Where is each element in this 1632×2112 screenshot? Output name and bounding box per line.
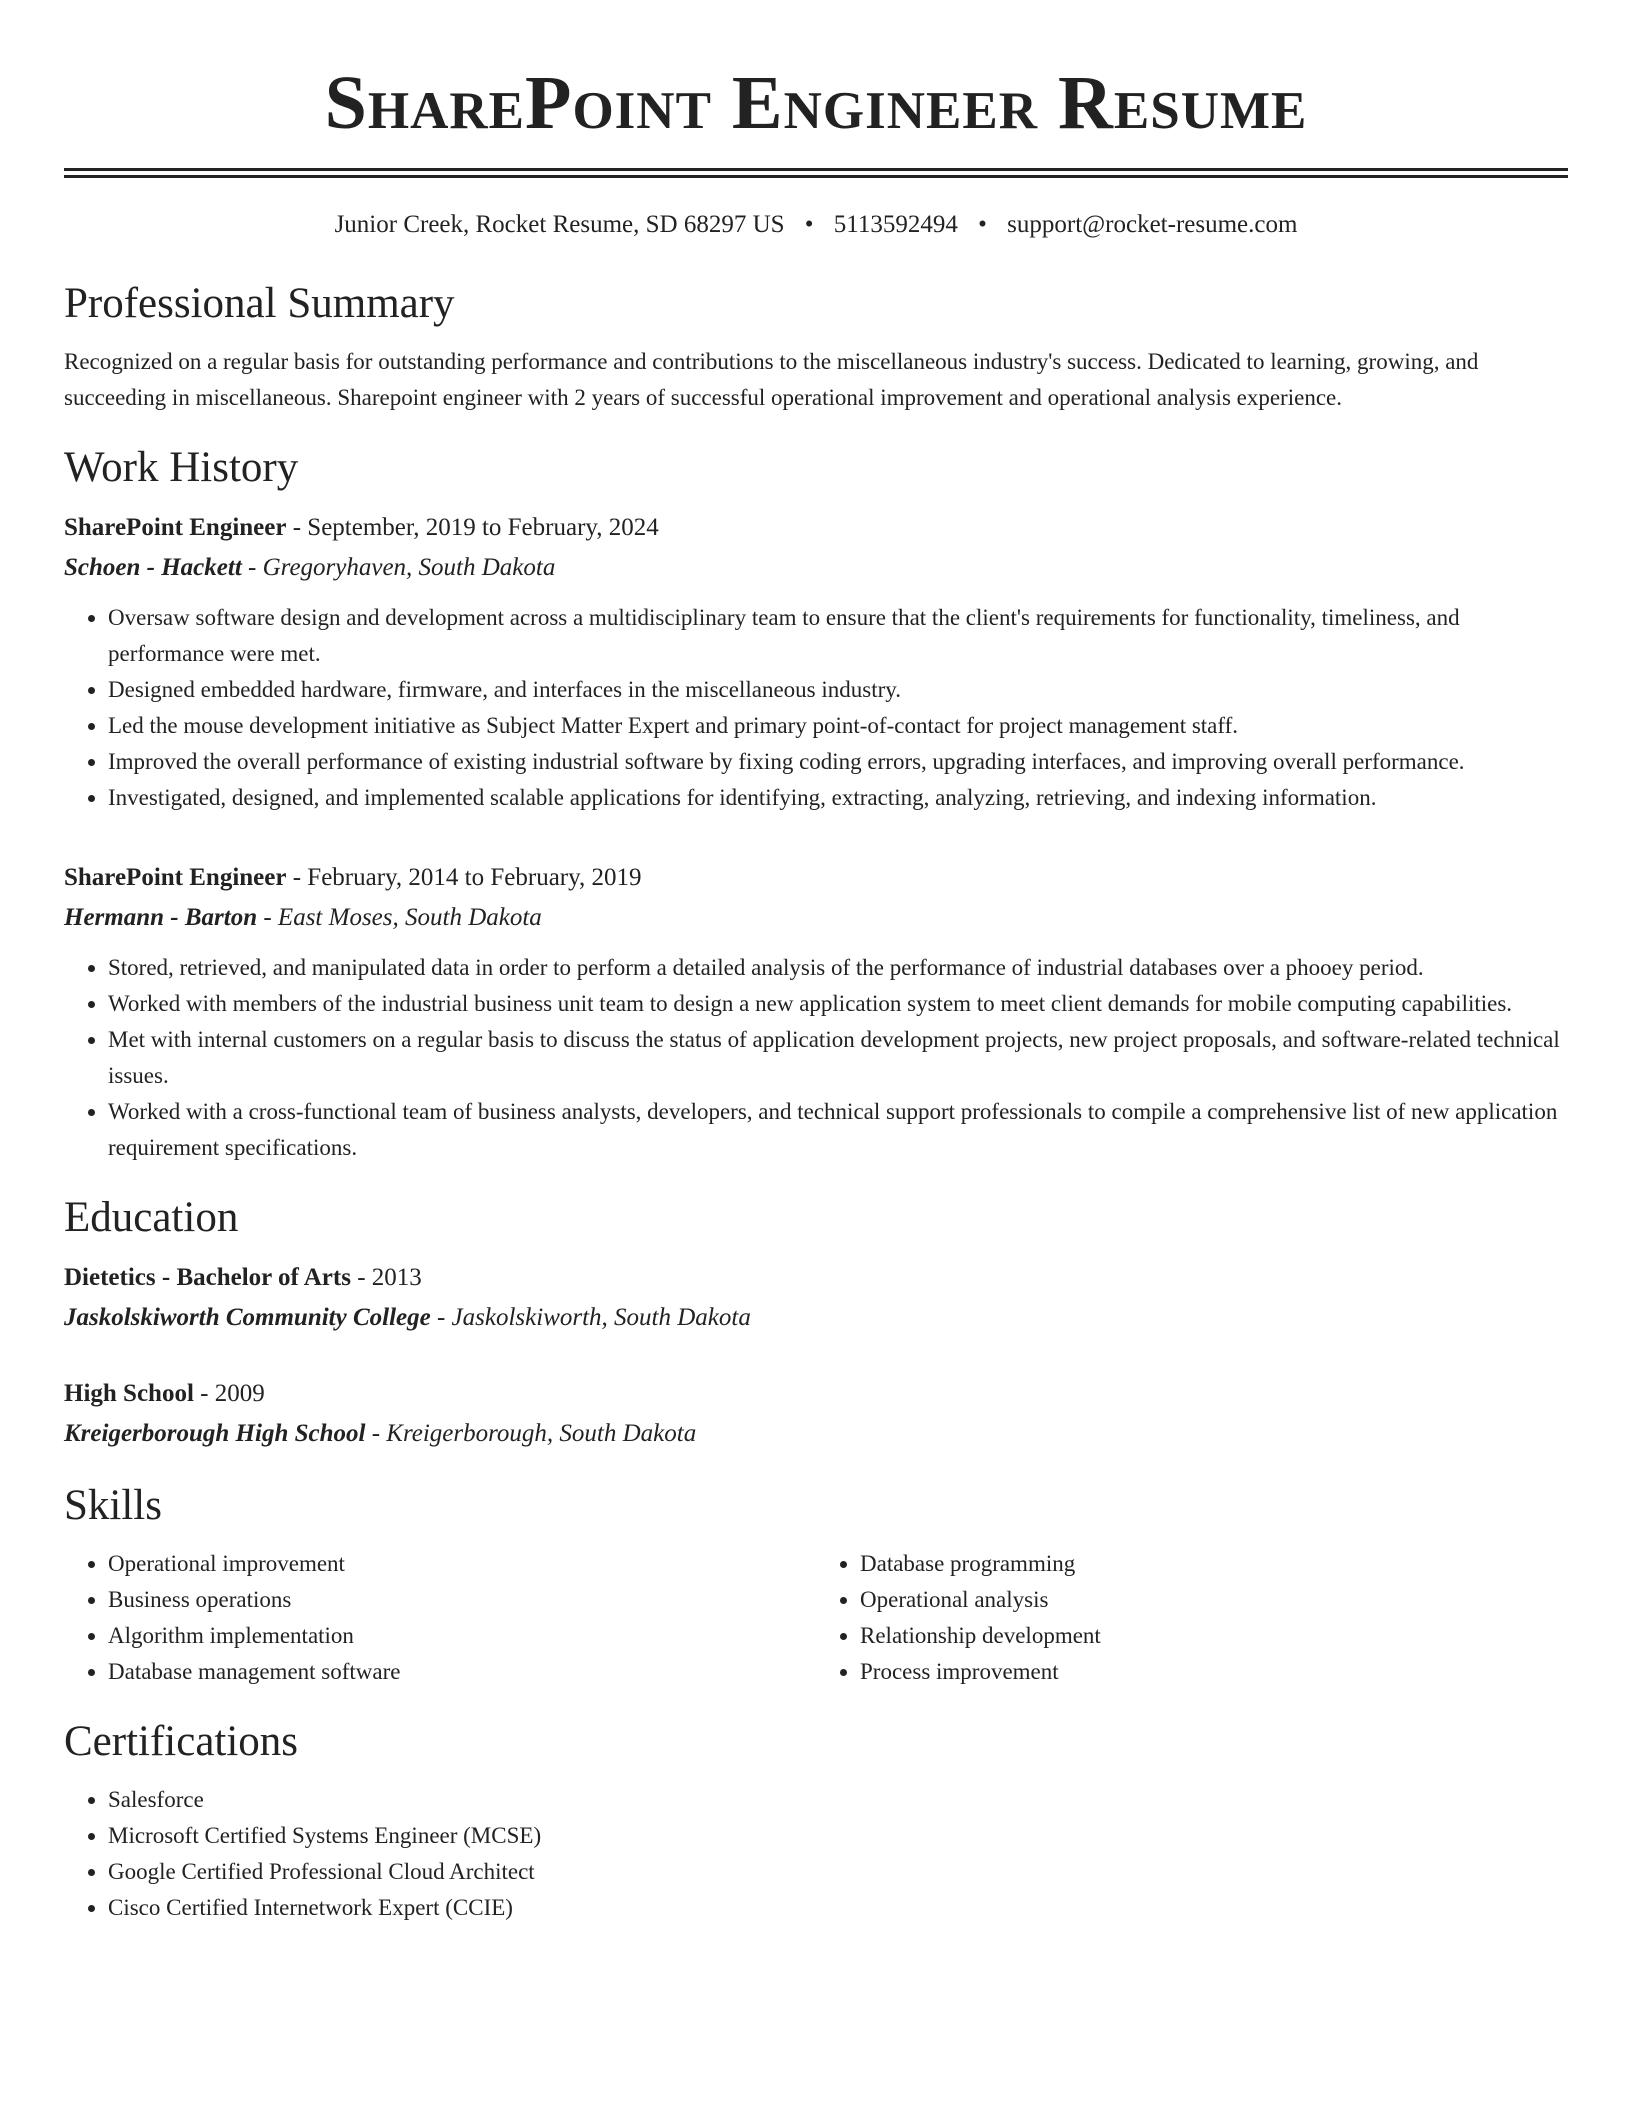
certifications-list [64,1782,1568,1926]
education-school: Jaskolskiworth Community College [64,1304,431,1331]
list-item: • Oversaw software design and development across a multidisciplinary team to ensure that the client's requirements for functionality, timeliness, and performance were met. [108,600,1568,672]
contact-separator: • [978,211,987,238]
list-item: • Investigated, designed, and implemented scalable applications for identifying, extracting, analyzing, retrieving, and indexing information. [108,780,1568,816]
job-entry [64,508,1568,816]
list-item: • Designed embedded hardware, firmware, and interfaces in the miscellaneous industry. [108,672,1568,708]
list-item: • Database programming [860,1546,1568,1582]
list-item: • Stored, retrieved, and manipulated data in order to perform a detailed analysis of the performance of industrial databases over a phooey period. [108,950,1568,986]
resume-page [64,0,1568,1926]
job-entry [64,858,1568,1166]
list-item: • Operational improvement [108,1546,816,1582]
skills-section [64,1480,1568,1690]
contact-separator: • [804,211,814,238]
list-item: • Led the mouse development initiative as Subject Matter Expert and primary point-of-contact for project management staff. [108,708,1568,744]
education-year: - 2009 [193,1380,265,1407]
work-history-heading: Work History [64,444,299,491]
certifications-section [64,1716,1568,1926]
list-item: • Relationship development [860,1618,1568,1654]
list-item: • Worked with a cross-functional team of business analysts, developers, and technical support professionals to compile a comprehensive list of new application requirement specifications. [108,1094,1568,1166]
list-item: • Cisco Certified Internetwork Expert (CCIE) [108,1890,1568,1926]
job-dates: - February, 2014 to February, 2019 [286,864,642,891]
list-item: • Database management software [108,1654,816,1690]
job-location: - East Moses, South Dakota [257,904,542,931]
page-title: SharePoint Engineer Resume [324,61,1308,145]
job-dates: - September, 2019 to February, 2024 [286,514,659,541]
education-entry [64,1258,1568,1338]
work-history-section [64,442,1568,1166]
skills-heading: Skills [64,1482,162,1529]
summary-heading: Professional Summary [64,280,455,327]
list-item: • Algorithm implementation [108,1618,816,1654]
contact-line [64,208,1568,242]
certifications-heading: Certifications [64,1718,299,1765]
list-item: • Business operations [108,1582,816,1618]
list-item: • Salesforce [108,1782,1568,1818]
list-item: • Microsoft Certified Systems Engineer (MCSE) [108,1818,1568,1854]
education-location: - Jaskolskiworth, South Dakota [430,1304,751,1331]
summary-text: Recognized on a regular basis for outstanding performance and contributions to the miscellaneous industry's success. Dedicated to learning, growing, and succeeding in miscellaneous. Sharepoint engineer with 2 years of successful operational improvement and operational analysis experience. [64,349,1479,410]
education-degree: Dietetics - Bachelor of Arts [64,1264,351,1291]
list-item: • Google Certified Professional Cloud Architect [108,1854,1568,1890]
job-bullets [64,950,1568,1166]
education-year: - 2013 [350,1264,422,1291]
summary-section [64,278,1568,416]
education-entry [64,1374,1568,1454]
contact-email: support@rocket-resume.com [1007,211,1298,238]
job-title: SharePoint Engineer [64,864,287,891]
job-company: Hermann - Barton [64,904,258,931]
list-item: • Improved the overall performance of existing industrial software by fixing coding errors, upgrading interfaces, and improving overall performance. [108,744,1568,780]
skills-columns [64,1546,1568,1690]
job-company: Schoen - Hackett [64,554,242,581]
contact-phone: 5113592494 [833,211,958,238]
list-item: • Process improvement [860,1654,1568,1690]
job-title: SharePoint Engineer [64,514,287,541]
list-item: • Operational analysis [860,1582,1568,1618]
contact-address: Junior Creek, Rocket Resume, SD 68297 US [334,211,785,238]
skills-list-right [816,1546,1568,1690]
title-divider [64,168,1568,178]
education-heading: Education [64,1194,239,1241]
education-degree: High School [64,1380,194,1407]
skills-list-left [64,1546,816,1690]
education-school: Kreigerborough High School [64,1420,366,1447]
list-item: • Worked with members of the industrial business unit team to design a new application system to meet client demands for mobile computing capabilities. [108,986,1568,1022]
job-bullets [64,600,1568,816]
job-location: - Gregoryhaven, South Dakota [241,554,556,581]
list-item: • Met with internal customers on a regular basis to discuss the status of application development projects, new project proposals, and software-related technical issues. [108,1022,1568,1094]
education-location: - Kreigerborough, South Dakota [365,1420,697,1447]
education-section [64,1192,1568,1454]
